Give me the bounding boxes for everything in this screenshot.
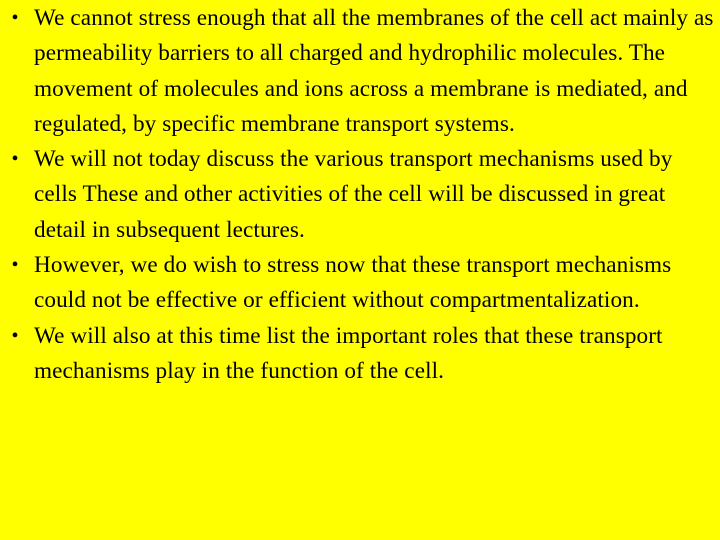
- bullet-item: [0, 319, 720, 390]
- bullet-marker-icon: •: [11, 7, 19, 29]
- bullet-text: We will not today discuss the various transport mechanisms used by cells These and other activities of the cell will be discussed in great detail in subsequent lectures.: [34, 146, 673, 243]
- bullet-text: However, we do wish to stress now that these transport mechanisms could not be effective or efficient without compartmentalization.: [34, 252, 672, 314]
- bullet-text: We will also at this time list the important roles that these transport mechanisms play in the function of the cell.: [34, 322, 663, 384]
- bullet-marker-icon: •: [11, 324, 19, 347]
- bullet-list: [0, 1, 720, 389]
- bullet-item: [0, 1, 720, 142]
- bullet-marker-icon: •: [11, 148, 19, 171]
- bullet-marker-icon: •: [11, 254, 19, 277]
- bullet-text: We cannot stress enough that all the membranes of the cell act mainly as permeability barriers to all charged and hydrophilic molecules. The movement of molecules and ions across a membrane is mediated, and regulated, by specific membrane transport systems.: [34, 5, 714, 137]
- bullet-item: [0, 142, 720, 248]
- bullet-item: [0, 248, 720, 319]
